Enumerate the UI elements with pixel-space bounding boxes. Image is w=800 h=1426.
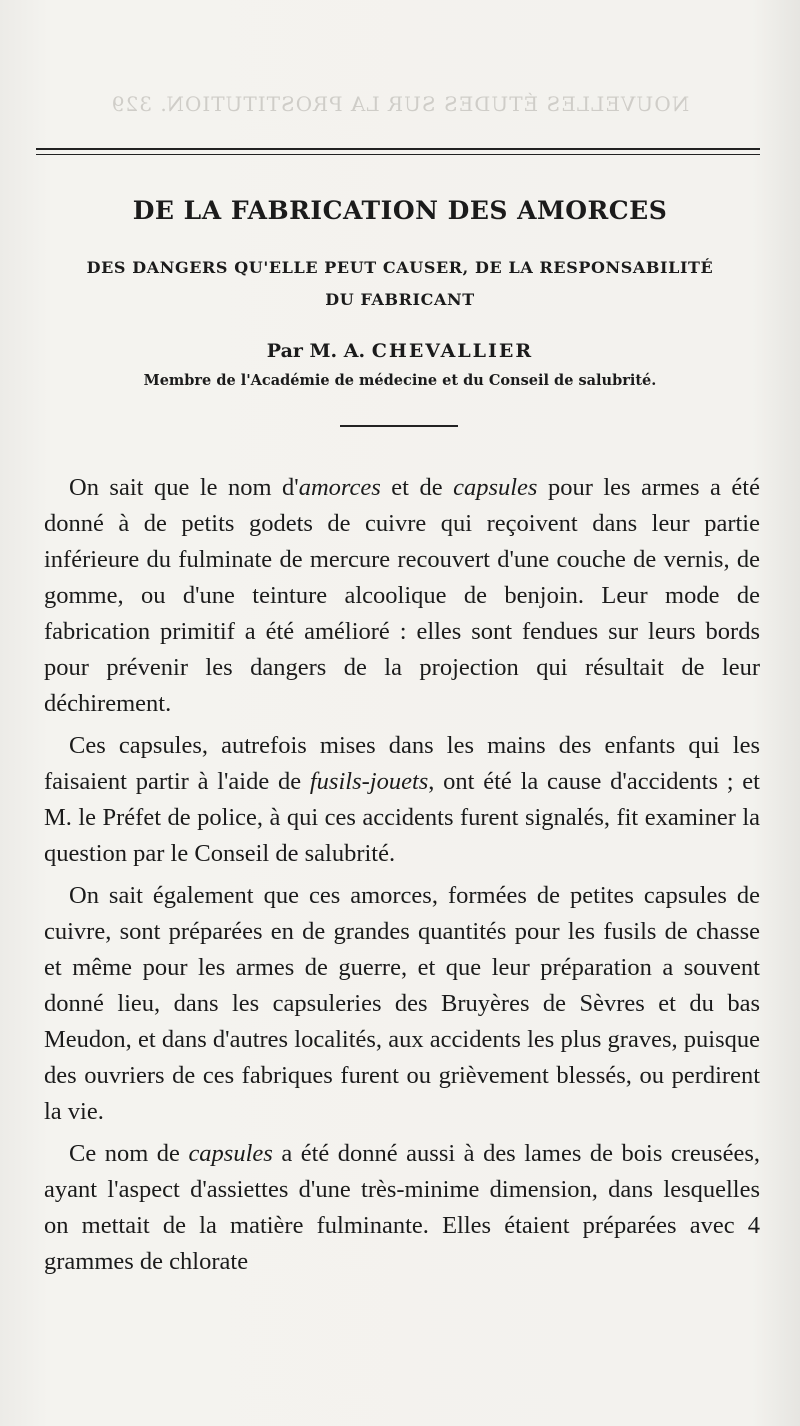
subtitle-line-2: DU FABRICANT: [325, 290, 475, 309]
author-byline: [0, 340, 800, 362]
top-rule: [36, 148, 760, 150]
bleed-through-header: NOUVELLES ÉTUDES SUR LA PROSTITUTION. 329: [110, 92, 690, 116]
text-run: On sait que le nom d': [69, 474, 299, 501]
italic-term: fusils-jouets: [309, 768, 429, 795]
text-run: et de: [380, 474, 454, 501]
author-affiliation: Membre de l'Académie de médecine et du Conseil de salubrité.: [143, 372, 657, 389]
article-title: DE LA FABRICATION DES AMORCES: [132, 196, 668, 225]
article-body: [44, 470, 760, 1286]
top-rule-secondary: [36, 154, 760, 155]
italic-term: capsules: [188, 1140, 273, 1167]
paragraph-1: [44, 470, 760, 722]
text-run: pour les armes a été donné à de petits godets de cuivre qui reçoivent dans leur partie inférieure du fulminate de mercure recouvert d'une couche de vernis, de gomme, ou d'une teinture alcoolique de benjoin. Leur mode de fabrication primitif a été amélioré : elles sont fendues sur leurs bords pour prévenir les dangers de la projection qui résultait de leur déchirement.: [44, 474, 760, 717]
text-run: , ont été la cause d'accidents ; et M. le Préfet de police, à qui ces accidents furent signalés, fit examiner la question par le Conseil de salubrité.: [44, 768, 760, 867]
byline-prefix: Par M. A.: [266, 340, 372, 362]
author-name: CHEVALLIER: [371, 340, 534, 362]
section-separator: [340, 425, 458, 427]
article-subtitle: [40, 252, 760, 316]
text-run: Ce nom de: [69, 1140, 189, 1167]
text-run: On sait également que ces amorces, formées de petites capsules de cuivre, sont préparées en de grandes quantités pour les fusils de chasse et même pour les armes de guerre, et que leur préparation a souvent donné lieu, dans les capsuleries des Bruyères de Sèvres et du bas Meudon, et dans d'autres localités, aux accidents les plus graves, puisque des ouvriers de ces fabriques furent ou grièvement blessés, ou perdirent la vie.: [44, 882, 760, 1125]
italic-term: amorces: [298, 474, 381, 501]
text-run: a été donné aussi à des lames de bois creusées, ayant l'aspect d'assiettes d'une très-minime dimension, dans lesquelles on mettait de la matière fulminante. Elles étaient préparées avec 4 grammes de chlorate: [44, 1140, 760, 1275]
subtitle-line-1: DES DANGERS QU'ELLE PEUT CAUSER, DE LA RESPONSABILITÉ: [86, 258, 714, 277]
italic-term: capsules: [453, 474, 538, 501]
paragraph-4: [44, 1136, 760, 1280]
paragraph-3: [44, 878, 760, 1130]
paragraph-2: [44, 728, 760, 872]
text-run: Ces capsules, autrefois mises dans les mains des enfants qui les faisaient partir à l'aide de: [44, 732, 760, 795]
